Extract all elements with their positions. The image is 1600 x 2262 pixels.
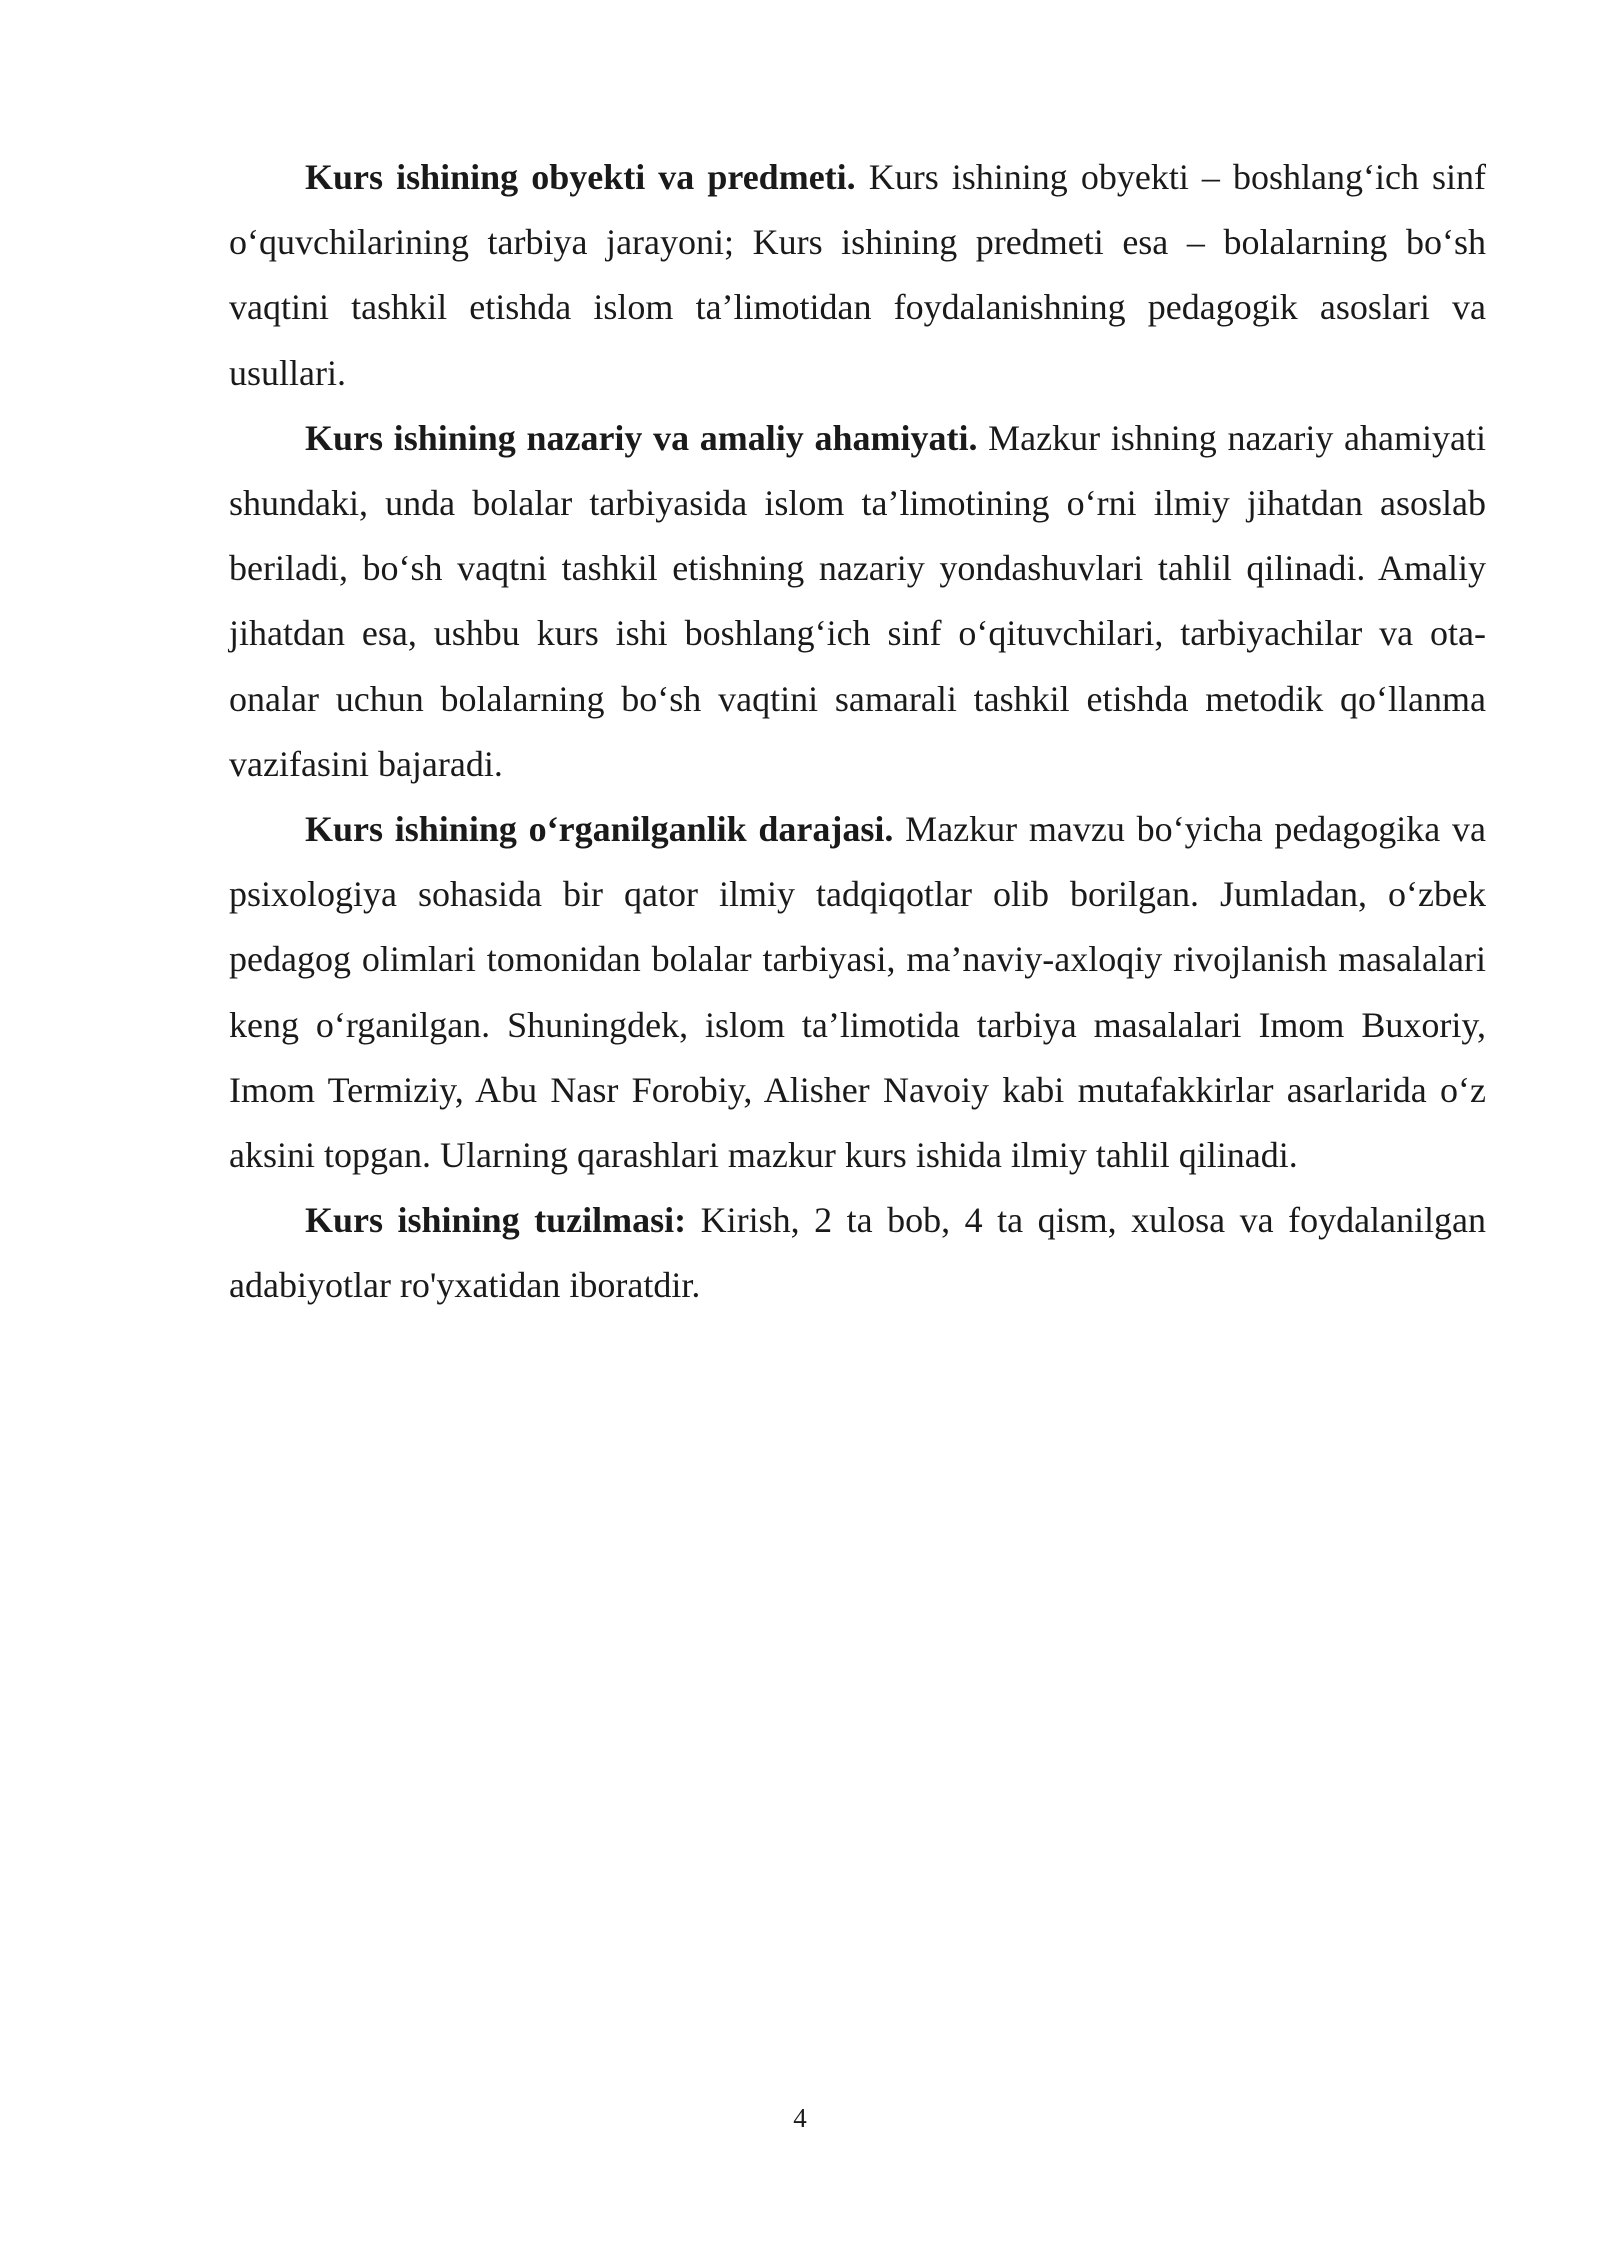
paragraph-heading: Kurs ishining obyekti va predmeti. <box>305 157 856 197</box>
paragraph-heading: Kurs ishining tuzilmasi: <box>305 1200 687 1241</box>
document-body <box>229 145 1486 1319</box>
page-number: 4 <box>793 2103 807 2133</box>
paragraph-text: Kirish, 2 ta bob, 4 ta qism, xulosa va foydalanilgan adabiyotlar ro'yxatidan iboratdir. <box>229 1200 1487 1306</box>
paragraph-text: Mazkur ishning nazariy ahamiyati shundaki, unda bolalar tarbiyasida islom ta’limotining o‘rni ilmiy jihatdan asoslab beriladi, bo‘sh vaqtni tashkil etishning nazariy yondashuvlari tahlil qilinadi. Amaliy jihatdan esa, ushbu kurs ishi boshlang‘ich sinf o‘qituvchilari, tarbiyachilar va ota-onalar uchun bolalarning bo‘sh vaqtini samarali tashkil etishda metodik qo‘llanma vazifasini bajaradi. <box>229 417 1486 784</box>
paragraph-level-of-study <box>229 797 1486 1188</box>
paragraph-text: Mazkur mavzu bo‘yicha pedagogika va psixologiya sohasida bir qator ilmiy tadqiqotlar olib borilgan. Jumladan, o‘zbek pedagog olimlari tomonidan bolalar tarbiyasi, ma’naviy-axloqiy rivojlanish masalalari keng o‘rganilgan. Shuningdek, islom ta’limotida tarbiya masalalari Imom Buxoriy, Imom Termiziy, Abu Nasr Forobiy, Alisher Navoiy kabi mutafakkirlar asarlarida o‘z aksini topgan. Ularning qarashlari mazkur kurs ishida ilmiy tahlil qilinadi. <box>229 809 1486 1176</box>
paragraph-heading: Kurs ishining nazariy va amaliy ahamiyati. <box>305 417 978 458</box>
paragraph-significance <box>229 406 1486 797</box>
paragraph-structure <box>229 1188 1486 1318</box>
paragraph-text: Kurs ishining obyekti – boshlang‘ich sinf o‘quvchilarining tarbiya jarayoni; Kurs ishining predmeti esa – bolalarning bo‘sh vaqtini tashkil etishda islom ta’limotidan foydalanishning pedagogik asoslari va usullari. <box>229 157 1486 393</box>
paragraph-heading: Kurs ishining o‘rganilganlik darajasi. <box>305 809 894 850</box>
paragraph-object-and-subject <box>229 145 1486 406</box>
